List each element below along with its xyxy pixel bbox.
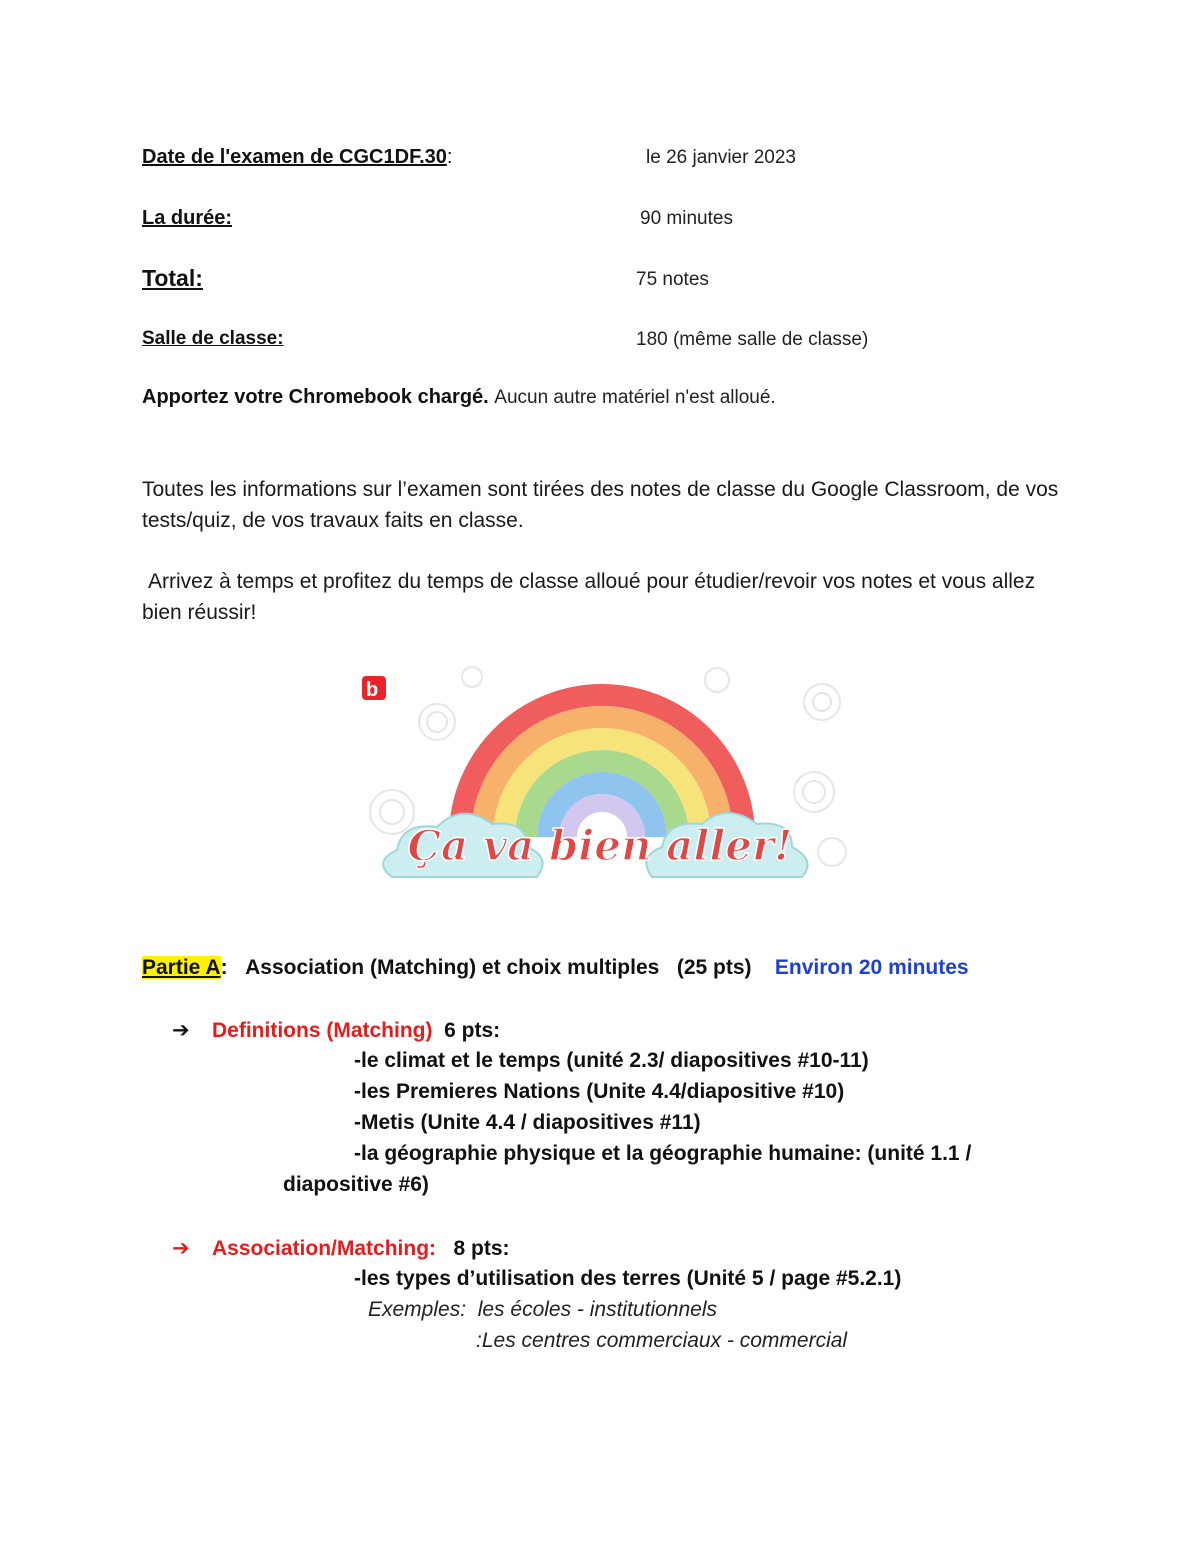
- arrow-icon: ➔: [172, 1237, 190, 1260]
- rainbow-arcs: [460, 695, 744, 837]
- room-value: 180 (même salle de classe): [636, 329, 869, 350]
- duration-label: La durée:: [142, 207, 233, 229]
- duration-value: 90 minutes: [640, 208, 733, 229]
- total-value: 75 notes: [636, 269, 709, 290]
- rainbow-caption: Ça va bien aller!: [407, 821, 793, 870]
- arrow-icon: ➔: [172, 1019, 190, 1042]
- definitions-item: -le climat et le temps (unité 2.3/ diapositives #10-11): [354, 1049, 869, 1072]
- bring-row: [142, 386, 776, 409]
- association-pts: 8 pts:: [453, 1237, 510, 1260]
- info-paragraph: Toutes les informations sur l’examen sont tirées des notes de classe du Google Classroom, de vos tests/quiz, de vos travaux faits en classe.: [142, 478, 1059, 532]
- arrive-paragraph: Arrivez à temps et profitez du temps de classe alloué pour étudier/revoir vos notes et vous allez bien réussir!: [142, 570, 1036, 624]
- exam-date-colon: :: [446, 146, 453, 168]
- brand-badge-letter: b: [366, 679, 379, 701]
- definitions-item: -Metis (Unite 4.4 / diapositives #11): [354, 1111, 701, 1134]
- rainbow-image: [352, 662, 850, 884]
- exam-date-label: Date de l'examen de CGC1DF.30: [142, 146, 447, 168]
- partie-a-label: Partie A: [142, 956, 221, 979]
- total-label: Total:: [142, 265, 203, 291]
- association-example: :Les centres commerciaux - commercial: [476, 1329, 848, 1352]
- partie-a-title: Association (Matching) et choix multiples (25 pts): [245, 956, 752, 979]
- definitions-heading: [172, 1018, 500, 1043]
- total-row: [142, 265, 203, 292]
- partie-a-colon: :: [220, 956, 228, 979]
- rainbow-illustration: [352, 662, 850, 884]
- association-heading: [172, 1236, 510, 1261]
- exam-date-row: [142, 146, 452, 169]
- duration-row: [142, 207, 232, 230]
- partie-a-heading: [142, 956, 969, 980]
- association-item: -les types d’utilisation des terres (Unité 5 / page #5.2.1): [354, 1267, 902, 1290]
- definitions-title: Definitions (Matching): [212, 1019, 433, 1042]
- association-example: Exemples: les écoles - institutionnels: [368, 1298, 717, 1321]
- bring-bold: Apportez votre Chromebook chargé.: [142, 386, 489, 408]
- exam-date-value: le 26 janvier 2023: [646, 147, 796, 168]
- room-row: [142, 328, 284, 350]
- definitions-item: diapositive #6): [283, 1173, 429, 1196]
- bring-rest: Aucun autre matériel n'est alloué.: [494, 387, 776, 408]
- definitions-item: -la géographie physique et la géographie humaine: (unité 1.1 /: [354, 1142, 972, 1165]
- room-label: Salle de classe:: [142, 328, 284, 349]
- association-title: Association/Matching:: [212, 1237, 437, 1260]
- partie-a-time: Environ 20 minutes: [774, 956, 969, 979]
- definitions-pts: 6 pts:: [444, 1019, 501, 1042]
- definitions-item: -les Premieres Nations (Unite 4.4/diapositive #10): [354, 1080, 845, 1103]
